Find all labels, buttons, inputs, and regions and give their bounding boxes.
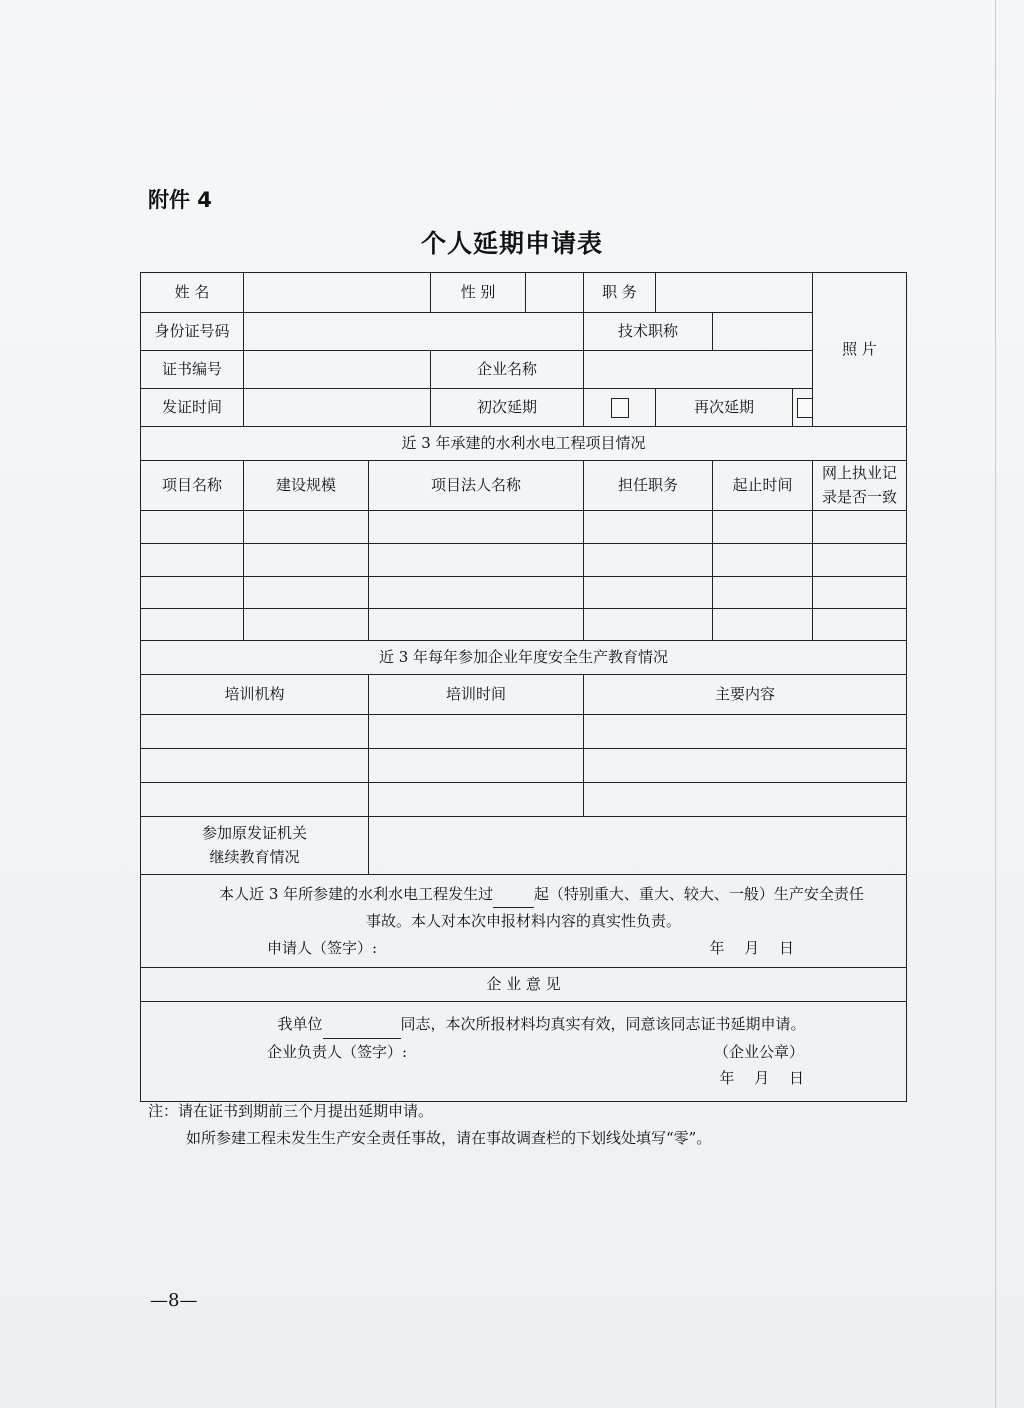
training-cell[interactable] xyxy=(369,749,584,783)
training-cell[interactable] xyxy=(141,749,369,783)
company-leader-signature-label: 企业负责人（签字）: xyxy=(267,1042,408,1061)
col-legal-entity: 项目法人名称 xyxy=(369,461,584,511)
project-cell[interactable] xyxy=(141,609,244,641)
statement-line2: 事故。本人对本次申报材料内容的真实性负责。 xyxy=(365,912,681,931)
project-cell[interactable] xyxy=(369,577,584,609)
table-row xyxy=(141,783,907,817)
col-scale: 建设规模 xyxy=(244,461,369,511)
table-row xyxy=(141,609,907,641)
project-cell[interactable] xyxy=(141,577,244,609)
cert-number-label: 证书编号 xyxy=(141,351,244,389)
project-cell[interactable] xyxy=(244,609,369,641)
note-line1: 注：请在证书到期前三个月提出延期申请。 xyxy=(148,1102,434,1120)
training-cell[interactable] xyxy=(369,715,584,749)
statement-part2: 起（特别重大、重大、较大、一般）生产安全责任 xyxy=(533,885,864,903)
training-cell[interactable] xyxy=(141,783,369,817)
name-label: 姓 名 xyxy=(141,273,244,313)
company-name-field[interactable] xyxy=(584,351,813,389)
project-cell[interactable] xyxy=(244,544,369,577)
company-seal-label: （企业公章） xyxy=(713,1042,804,1061)
training-cell[interactable] xyxy=(584,749,907,783)
accident-count-blank[interactable] xyxy=(493,881,534,908)
col-period: 起止时间 xyxy=(713,461,813,511)
statement-part1: 本人近 3 年所参建的水利水电工程发生过 xyxy=(219,885,494,903)
col-training-content: 主要内容 xyxy=(584,675,907,715)
col-role: 担任职务 xyxy=(584,461,713,511)
company-date-label: 年 月 日 xyxy=(719,1068,804,1087)
applicant-signature-label: 申请人（签字）: xyxy=(267,938,378,957)
name-field[interactable] xyxy=(244,273,431,313)
opinion-part1: 我单位 xyxy=(277,1015,323,1034)
project-cell[interactable] xyxy=(369,511,584,544)
company-opinion-title: 企 业 意 见 xyxy=(141,967,907,1001)
first-extension-cell xyxy=(584,389,656,427)
col-training-org: 培训机构 xyxy=(141,675,369,715)
photo-box[interactable] xyxy=(813,273,907,427)
first-extension-label: 初次延期 xyxy=(431,389,584,427)
position-label: 职 务 xyxy=(584,273,656,313)
project-cell[interactable] xyxy=(141,544,244,577)
project-cell[interactable] xyxy=(713,577,813,609)
re-extension-cell xyxy=(793,389,813,427)
application-form xyxy=(140,272,907,1102)
opinion-part2: 同志，本次所报材料均真实有效，同意该同志证书延期申请。 xyxy=(400,1015,806,1034)
project-cell[interactable] xyxy=(813,511,907,544)
cert-number-field[interactable] xyxy=(244,351,431,389)
project-cell[interactable] xyxy=(584,577,713,609)
tech-title-field[interactable] xyxy=(713,313,813,351)
project-cell[interactable] xyxy=(369,544,584,577)
gender-field[interactable] xyxy=(526,273,584,313)
continuing-education-field[interactable] xyxy=(369,817,907,875)
applicant-date-label: 年 月 日 xyxy=(709,938,794,957)
table-row xyxy=(141,749,907,783)
form-title: 个人延期申请表 xyxy=(420,229,603,258)
project-cell[interactable] xyxy=(369,609,584,641)
training-cell[interactable] xyxy=(584,715,907,749)
project-cell[interactable] xyxy=(813,544,907,577)
table-row xyxy=(141,544,907,577)
training-cell[interactable] xyxy=(369,783,584,817)
project-cell[interactable] xyxy=(713,544,813,577)
table-row xyxy=(141,511,907,544)
photo-label: 照 片 xyxy=(842,339,877,358)
first-extension-checkbox[interactable] xyxy=(611,398,629,418)
page-number: —8— xyxy=(150,1290,198,1311)
table-row xyxy=(141,577,907,609)
project-cell[interactable] xyxy=(713,511,813,544)
accident-statement xyxy=(141,875,907,968)
table-row xyxy=(141,715,907,749)
project-cell[interactable] xyxy=(584,609,713,641)
id-number-label: 身份证号码 xyxy=(141,313,244,351)
project-cell[interactable] xyxy=(584,511,713,544)
training-cell[interactable] xyxy=(584,783,907,817)
training-section-title: 近 3 年每年参加企业年度安全生产教育情况 xyxy=(141,641,907,675)
issue-date-field[interactable] xyxy=(244,389,431,427)
attachment-label: 附件 4 xyxy=(148,188,212,212)
continuing-label-line1: 参加原发证机关 xyxy=(201,824,307,843)
continuing-label-line2: 继续教育情况 xyxy=(209,847,300,866)
gender-label: 性 别 xyxy=(431,273,526,313)
training-cell[interactable] xyxy=(141,715,369,749)
re-extension-label: 再次延期 xyxy=(656,389,793,427)
page-edge xyxy=(995,0,996,1408)
tech-title-label: 技术职称 xyxy=(584,313,713,351)
col-online-record: 网上执业记录是否一致 xyxy=(813,461,907,511)
projects-section-title: 近 3 年承建的水利水电工程项目情况 xyxy=(141,427,907,461)
issue-date-label: 发证时间 xyxy=(141,389,244,427)
project-cell[interactable] xyxy=(713,609,813,641)
project-cell[interactable] xyxy=(141,511,244,544)
project-cell[interactable] xyxy=(813,577,907,609)
company-opinion-body xyxy=(141,1001,907,1101)
col-training-time: 培训时间 xyxy=(369,675,584,715)
re-extension-checkbox[interactable] xyxy=(797,398,813,418)
company-name-label: 企业名称 xyxy=(431,351,584,389)
form-notes xyxy=(148,1098,711,1152)
continuing-education-label xyxy=(141,817,369,875)
id-number-field[interactable] xyxy=(244,313,584,351)
note-line2: 如所参建工程未发生生产安全责任事故，请在事故调查栏的下划线处填写“零”。 xyxy=(186,1129,712,1147)
comrade-name-blank[interactable] xyxy=(323,1011,401,1038)
project-cell[interactable] xyxy=(813,609,907,641)
project-cell[interactable] xyxy=(244,577,369,609)
col-project-name: 项目名称 xyxy=(141,461,244,511)
project-cell[interactable] xyxy=(244,511,369,544)
project-cell[interactable] xyxy=(584,544,713,577)
position-field[interactable] xyxy=(656,273,813,313)
